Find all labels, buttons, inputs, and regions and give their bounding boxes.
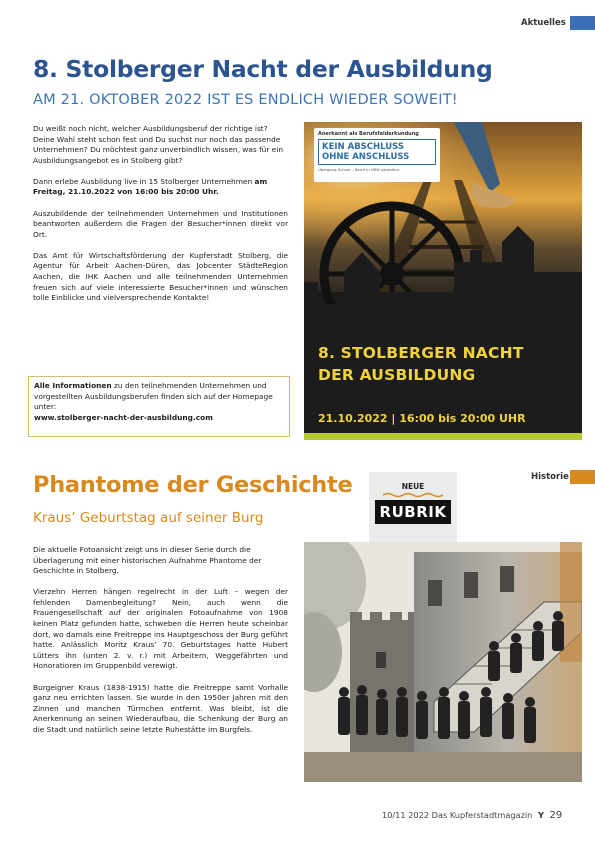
info-text: zu den teilnehmenden Unternehmen und vorgestellten Ausbildungsberufen finden sich auf der Homepage unter:: [34, 381, 273, 412]
badge-top-text: Anerkannt als Berufsfelderkundung: [318, 131, 419, 137]
article-subtitle: Kraus’ Geburtstag auf seiner Burg: [33, 510, 264, 526]
section-label-aktuelles: Aktuelles: [521, 18, 566, 28]
historic-photo: [304, 542, 582, 782]
badge-line: KEIN ABSCHLUSS: [322, 142, 405, 152]
homepage-link[interactable]: www.stolberger-nacht-der-ausbildung.com: [34, 412, 213, 422]
poster-title-line: DER AUSBILDUNG: [318, 366, 476, 384]
section-label-historie: Historie: [531, 472, 569, 482]
poster-title: [318, 342, 524, 386]
article-body: [33, 545, 288, 746]
info-bold-text: Alle Informationen: [34, 381, 112, 390]
event-poster: [304, 122, 582, 440]
footer-text: 10/11 2022 Das Kupferstadtmagazin: [382, 810, 533, 820]
paragraph: Du weißt noch nicht, welcher Ausbildungsberuf der richtige ist? Deine Wahl steht schon fest und Du suchst nur noch das passende Unternehmen? Du möchtest ganz unverbindlich wissen, was für ein Ausbildungsangebot es in Stolberg gibt?: [33, 124, 284, 165]
photo-illustration: [304, 542, 582, 782]
new-section-badge: [369, 472, 457, 542]
poster-title-line: 8. STOLBERGER NACHT: [318, 344, 524, 362]
paragraph: Burgeigner Kraus (1838-1915) hatte die Freitreppe samt Vorhalle ganz neu errichten lassen. Sie wurde in den 1950er Jahren mit den Zinnen und manchen Türmchen entfernt. Was bleibt, ist die Anerkennung an seinen Wiederaufbau, die Schenkung der Burg an die Stadt und natürlich seine letzte Ruhestätte im Burgfels.: [33, 682, 288, 734]
wave-icon: [383, 492, 443, 498]
section-tab-aktuelles: [570, 16, 595, 30]
badge-small-label: NEUE: [401, 482, 425, 491]
slogan-box: [318, 139, 436, 165]
paragraph-text: Dann erlebe Ausbildung live in 15 Stolberger Unternehmen: [33, 176, 255, 186]
badge-small-text: Übergang Schule – Beruf in NRW gestalten.: [318, 167, 401, 172]
article-title: Phantome der Geschichte: [33, 472, 353, 498]
footer: [382, 810, 562, 821]
event-date-text: am Freitag, 21.10.2022 von 16:00 bis 20:00 Uhr.: [33, 176, 268, 197]
paragraph: Vierzehn Herren hängen regelrecht in der Luft – wegen der fehlenden Damenbegleitung? Nein, auch wenn die Frauengesellschaft auf der originalen Fotoaufnahme von 1908 keinen Platz gefunden hatte, schweben die Herren heute scheinbar dort, wo damals eine Freitreppe ins Hauptgeschoss der Burg geführt hatte. Anlässlich Moritz Kraus’ 70. Geburtstages hatte Hubert Lütters ihn (unten 2. v. r.) mit Arbeitern, Weggefährten und Honoratioren im Gruppenbild verewigt.: [33, 587, 288, 671]
section-tab-historie: [570, 470, 595, 484]
paragraph: Das Amt für Wirtschaftsförderung der Kupferstadt Stolberg, die Agentur für Arbeit Aachen-Düren, das Jobcenter StädteRegion Aachen, die IHK Aachen und alle teilnehmenden Unternehmen freuen sich auf viele interessierte Besucher*innen und wünschen tolle Einblicke und vielversprechende Kontakte!: [33, 250, 288, 303]
article-body: [33, 124, 288, 314]
paragraph: Die aktuelle Fotoansicht zeigt uns in dieser Serie durch die Überlagerung mit einer historischen Aufnahme Phantome der Geschichte in Stolberg.: [33, 545, 262, 576]
slogan-badge: [314, 128, 440, 182]
paragraph: Auszubildende der teilnehmenden Unternehmen und Institutionen beantworten außerdem die Fragen der Besucher*innen direkt vor Ort.: [33, 208, 288, 239]
poster-date: 21.10.2022 | 16:00 bis 20:00 UHR: [318, 412, 526, 425]
page-number: 29: [549, 810, 563, 821]
info-box: [28, 376, 290, 437]
badge-line: OHNE ANSCHLUSS: [322, 152, 410, 162]
article-subtitle: AM 21. OKTOBER 2022 IST ES ENDLICH WIEDER SOWEIT!: [33, 92, 458, 108]
paragraph: [33, 177, 288, 198]
y-glyph-icon: Y: [537, 810, 544, 820]
article-title: 8. Stolberger Nacht der Ausbildung: [33, 55, 493, 83]
badge-main-label: RUBRIK: [375, 500, 451, 524]
